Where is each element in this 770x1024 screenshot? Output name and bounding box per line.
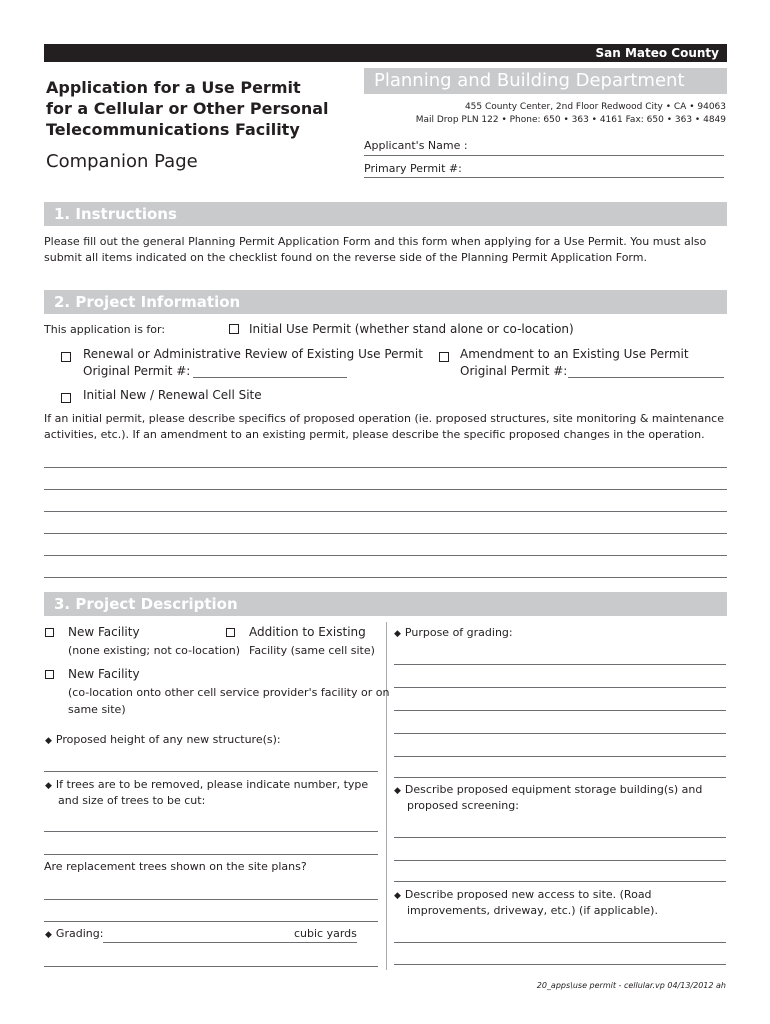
purpose-grading-label bbox=[394, 625, 513, 642]
replacement-trees-field-1[interactable] bbox=[44, 899, 378, 900]
section-project-description-header bbox=[44, 592, 727, 616]
purpose-grading-field-4[interactable] bbox=[394, 733, 726, 734]
replacement-trees-field-2[interactable] bbox=[44, 921, 378, 922]
initial-new-cell-site-checkbox[interactable] bbox=[61, 393, 71, 403]
department-bar bbox=[364, 68, 727, 94]
amendment-original-permit-field[interactable] bbox=[568, 377, 724, 378]
describe-answer-line-6[interactable] bbox=[44, 577, 727, 578]
trees-text-line-2: and size of trees to be cut: bbox=[58, 794, 206, 807]
access-field-2[interactable] bbox=[394, 964, 726, 965]
purpose-grading-field-6[interactable] bbox=[394, 777, 726, 778]
height-text: Proposed height of any new structure(s): bbox=[55, 733, 281, 746]
grading-text: Grading: bbox=[55, 927, 104, 940]
department-name: Planning and Building Department bbox=[374, 70, 685, 91]
trees-field-2[interactable] bbox=[44, 854, 378, 855]
purpose-grading-field-3[interactable] bbox=[394, 710, 726, 711]
renewal-label: Renewal or Administrative Review of Existing Use Permit bbox=[83, 347, 423, 361]
section-project-info-title: 2. Project Information bbox=[54, 293, 241, 311]
describe-answer-line-1[interactable] bbox=[44, 467, 727, 468]
amendment-checkbox[interactable] bbox=[439, 352, 449, 362]
diamond-bullet-icon: ◆ bbox=[45, 736, 52, 746]
applicant-name-label: Applicant's Name : bbox=[364, 139, 468, 152]
new-facility-colocation-checkbox[interactable] bbox=[45, 670, 54, 679]
new-facility-colocation-label: New Facility bbox=[68, 667, 140, 681]
section-project-info-header bbox=[44, 290, 727, 314]
primary-permit-field[interactable] bbox=[364, 177, 724, 178]
title-line-3: Telecommunications Facility bbox=[46, 120, 300, 139]
address-line-2: Mail Drop PLN 122 • Phone: 650 • 363 • 4161 Fax: 650 • 363 • 4849 bbox=[415, 115, 726, 125]
storage-field-2[interactable] bbox=[394, 860, 726, 861]
new-facility-colocation-note-2: same site) bbox=[68, 703, 126, 716]
new-facility-checkbox[interactable] bbox=[45, 628, 54, 637]
address-line-1: 455 County Center, 2nd Floor Redwood City • CA • 94063 bbox=[464, 102, 726, 112]
new-facility-label: New Facility bbox=[68, 625, 140, 639]
describe-answer-line-3[interactable] bbox=[44, 511, 727, 512]
diamond-bullet-icon: ◆ bbox=[394, 891, 401, 901]
instructions-line-2: submit all items indicated on the checklist found on the reverse side of the Planning Permit Application Form. bbox=[44, 251, 647, 264]
county-name: San Mateo County bbox=[595, 46, 719, 60]
form-title bbox=[46, 77, 329, 140]
height-label bbox=[45, 732, 281, 749]
describe-line-1: If an initial permit, please describe specifics of proposed operation (ie. proposed structures, site monitoring & maintenance bbox=[44, 412, 724, 425]
diamond-bullet-icon: ◆ bbox=[394, 786, 401, 796]
amendment-original-permit-label: Original Permit #: bbox=[460, 364, 568, 378]
application-for-label: This application is for: bbox=[44, 323, 166, 336]
grading-label bbox=[45, 926, 103, 943]
initial-use-permit-label: Initial Use Permit (whether stand alone or co-location) bbox=[249, 322, 574, 336]
county-bar bbox=[44, 44, 727, 62]
storage-field-3[interactable] bbox=[394, 881, 726, 882]
section-project-description-title: 3. Project Description bbox=[54, 595, 238, 613]
access-field-1[interactable] bbox=[394, 942, 726, 943]
height-field[interactable] bbox=[44, 771, 378, 772]
purpose-grading-field-2[interactable] bbox=[394, 687, 726, 688]
section-instructions-title: 1. Instructions bbox=[54, 205, 177, 223]
section-instructions-header bbox=[44, 202, 727, 226]
renewal-original-permit-field[interactable] bbox=[193, 377, 347, 378]
renewal-original-permit-label: Original Permit #: bbox=[83, 364, 191, 378]
grading-extra-field[interactable] bbox=[44, 966, 378, 967]
grading-field[interactable] bbox=[103, 942, 357, 943]
describe-line-2: activities, etc.). If an amendment to an existing permit, please describe the specific proposed changes in the operation. bbox=[44, 428, 705, 441]
replacement-trees-label: Are replacement trees shown on the site plans? bbox=[44, 860, 307, 873]
column-divider bbox=[386, 622, 387, 970]
companion-page-title: Companion Page bbox=[46, 151, 198, 172]
new-facility-note: (none existing; not co-location) bbox=[68, 644, 241, 657]
diamond-bullet-icon: ◆ bbox=[45, 930, 52, 940]
addition-existing-note: Facility (same cell site) bbox=[249, 644, 375, 657]
footer-file-ref: 20_apps\use permit - cellular.vp 04/13/2012 ah bbox=[536, 981, 726, 990]
purpose-grading-text: Purpose of grading: bbox=[404, 626, 513, 639]
applicant-name-field[interactable] bbox=[364, 155, 724, 156]
addition-existing-label: Addition to Existing bbox=[249, 625, 366, 639]
access-label bbox=[394, 887, 652, 904]
describe-answer-line-4[interactable] bbox=[44, 533, 727, 534]
diamond-bullet-icon: ◆ bbox=[45, 781, 52, 791]
describe-answer-line-5[interactable] bbox=[44, 555, 727, 556]
storage-label bbox=[394, 782, 702, 799]
describe-answer-line-2[interactable] bbox=[44, 489, 727, 490]
cubic-yards-label: cubic yards bbox=[294, 927, 357, 940]
storage-field-1[interactable] bbox=[394, 837, 726, 838]
storage-text-line-1: Describe proposed equipment storage building(s) and bbox=[404, 783, 703, 796]
diamond-bullet-icon: ◆ bbox=[394, 629, 401, 639]
access-text-line-1: Describe proposed new access to site. (Road bbox=[404, 888, 652, 901]
addition-existing-checkbox[interactable] bbox=[226, 628, 235, 637]
purpose-grading-field-5[interactable] bbox=[394, 756, 726, 757]
renewal-checkbox[interactable] bbox=[61, 352, 71, 362]
storage-text-line-2: proposed screening: bbox=[407, 799, 519, 812]
title-line-2: for a Cellular or Other Personal bbox=[46, 99, 329, 118]
initial-new-cell-site-label: Initial New / Renewal Cell Site bbox=[83, 388, 262, 402]
new-facility-colocation-note-1: (co-location onto other cell service provider's facility or on bbox=[68, 686, 390, 699]
trees-label bbox=[45, 777, 368, 794]
purpose-grading-field-1[interactable] bbox=[394, 664, 726, 665]
trees-field-1[interactable] bbox=[44, 831, 378, 832]
initial-use-permit-checkbox[interactable] bbox=[229, 324, 239, 334]
access-text-line-2: improvements, driveway, etc.) (if applicable). bbox=[407, 904, 658, 917]
primary-permit-label: Primary Permit #: bbox=[364, 162, 462, 175]
amendment-label: Amendment to an Existing Use Permit bbox=[460, 347, 689, 361]
trees-text-line-1: If trees are to be removed, please indicate number, type bbox=[55, 778, 369, 791]
instructions-line-1: Please fill out the general Planning Permit Application Form and this form when applying for a Use Permit. You must also bbox=[44, 235, 707, 248]
title-line-1: Application for a Use Permit bbox=[46, 78, 301, 97]
